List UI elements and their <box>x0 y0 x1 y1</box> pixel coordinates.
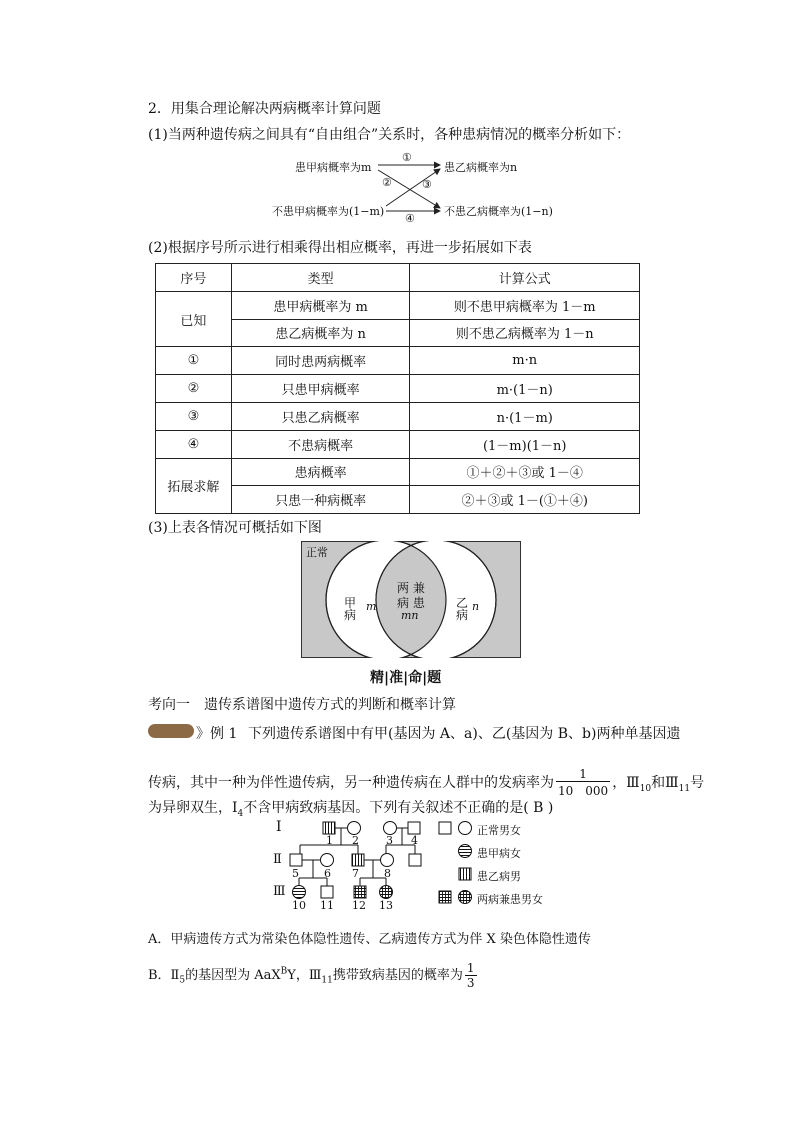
row-formula: ①＋②＋③或 1－④ <box>410 458 640 486</box>
row-no: ② <box>156 375 232 403</box>
generation-I: Ⅰ <box>276 819 282 835</box>
legend-both-male <box>439 891 451 903</box>
table-row <box>156 347 640 375</box>
example-text-3b: 不含甲病致病基因。下列有关叙述不正确的是( B ) <box>243 800 554 816</box>
option-b-post: 携带致病基因的概率为 <box>332 968 463 983</box>
individual-I2 <box>348 822 361 835</box>
diagram-num-4: ④ <box>405 212 415 225</box>
fraction-prevalence <box>556 767 610 799</box>
label-6: 6 <box>324 867 331 880</box>
row-type: 只患乙病概率 <box>231 402 410 430</box>
direction-heading: 考向一 遗传系谱图中遗传方式的判断和概率计算 <box>148 697 456 713</box>
row-formula: 则不患甲病概率为 1－m <box>410 291 640 319</box>
option-b-mid2: Y，Ⅲ <box>287 968 322 983</box>
diagram-top-left: 患甲病概率为m <box>295 161 372 174</box>
table-row <box>156 375 640 403</box>
table-row <box>156 402 640 430</box>
table-header-row <box>156 264 640 292</box>
row-no: ① <box>156 347 232 375</box>
fraction-denominator: 3 <box>466 976 475 990</box>
label-10: 10 <box>292 899 306 912</box>
diagram-top-right: 患乙病概率为n <box>444 161 518 174</box>
label-5: 5 <box>292 867 299 880</box>
diagram-bottom-left: 不患甲病概率为(1−m) <box>272 205 385 218</box>
row-no: ④ <box>156 430 232 458</box>
fraction-one-third <box>465 961 477 990</box>
legend-both-female <box>459 891 472 904</box>
label-2: 2 <box>352 834 359 847</box>
individual-I3 <box>384 822 397 835</box>
venn-mid-mn: mn <box>401 609 419 622</box>
diagram-num-2: ② <box>382 176 392 189</box>
legend-disease-a-female <box>459 845 472 858</box>
diagram-num-1: ① <box>402 151 412 164</box>
legend-label-disease-a: 患甲病女 <box>477 847 521 860</box>
example-badge <box>148 724 194 738</box>
sub-11: 11 <box>678 783 691 794</box>
individual-II6 <box>321 854 334 867</box>
row-label-expand: 拓展求解 <box>156 458 232 514</box>
row-formula: m·n <box>410 347 640 375</box>
legend-label-disease-b: 患乙病男 <box>477 870 521 883</box>
individual-II9 <box>409 854 421 866</box>
venn-right-n: n <box>472 600 480 613</box>
individual-III12 <box>354 886 366 898</box>
venn-mid-b: 病 患 <box>397 596 425 610</box>
example-label: 》例 1 <box>196 726 238 742</box>
table-header: 序号 <box>156 264 232 292</box>
example-text-2 <box>148 767 704 799</box>
row-formula: m·(1－n) <box>410 375 640 403</box>
section-heading: 2．用集合理论解决两病概率计算问题 <box>148 101 381 117</box>
individual-III10 <box>293 886 306 899</box>
label-11: 11 <box>320 899 334 912</box>
individual-III13 <box>380 886 393 899</box>
venn-left-a: 甲 <box>344 596 357 610</box>
row-type: 只患甲病概率 <box>231 375 410 403</box>
individual-I1 <box>323 822 335 834</box>
row-label-known: 已知 <box>156 291 232 347</box>
row-type: 不患病概率 <box>231 430 410 458</box>
example-text-2d: 号 <box>690 775 705 791</box>
row-type: 患乙病概率为 n <box>231 319 410 347</box>
table-row <box>156 458 640 486</box>
row-formula: 则不患乙病概率为 1－n <box>410 319 640 347</box>
option-b-sub: 5 <box>179 975 186 986</box>
probability-table <box>155 263 640 514</box>
row-no: ③ <box>156 402 232 430</box>
row-type: 患病概率 <box>231 458 410 486</box>
label-1: 1 <box>326 834 333 847</box>
row-type: 只患一种病概率 <box>231 486 410 514</box>
fraction-numerator: 1 <box>556 767 610 782</box>
label-12: 12 <box>352 899 366 912</box>
venn-mid-a: 两 兼 <box>397 581 425 595</box>
individual-II5 <box>290 854 302 866</box>
option-b-mid: 的基因型为 AaX <box>185 968 281 983</box>
sub-10: 10 <box>639 783 652 794</box>
label-7: 7 <box>352 867 359 880</box>
legend-normal-female <box>459 822 472 835</box>
item-2-text: (2)根据序号所示进行相乘得出相应概率，再进一步拓展如下表 <box>148 240 532 256</box>
option-b <box>148 961 477 990</box>
example-text-2c: 和Ⅲ <box>651 775 679 791</box>
venn-normal-label: 正常 <box>306 546 328 559</box>
sub-4: 4 <box>237 808 244 819</box>
diagram-num-3: ③ <box>422 178 432 191</box>
venn-left-m: m <box>366 600 377 613</box>
table-header: 计算公式 <box>410 264 640 292</box>
legend-disease-b-male <box>459 868 471 880</box>
item-3-text: (3)上表各情况可概括如下图 <box>148 520 322 536</box>
label-13: 13 <box>379 899 393 912</box>
legend-label-both: 两病兼患男女 <box>477 893 543 906</box>
example-text-3a: 为异卵双生，Ⅰ <box>148 800 238 816</box>
legend-normal-male <box>439 822 451 834</box>
section-banner: 精|准|命|题 <box>370 670 442 686</box>
individual-III11 <box>321 886 333 898</box>
individual-II8 <box>381 854 394 867</box>
label-3: 3 <box>386 834 393 847</box>
venn-left-b: 病 <box>344 608 357 622</box>
table-header: 类型 <box>231 264 410 292</box>
item-1-text: (1)当两种遗传病之间具有“自由组合”关系时，各种患病情况的概率分析如下： <box>148 127 631 143</box>
table-row <box>156 430 640 458</box>
generation-III: Ⅲ <box>273 884 286 899</box>
generation-II: Ⅱ <box>273 852 282 867</box>
option-a: A．甲病遗传方式为常染色体隐性遗传、乙病遗传方式为伴 X 染色体隐性遗传 <box>148 932 591 947</box>
option-b-sub2: 11 <box>321 975 333 986</box>
venn-right-a: 乙 <box>456 596 469 610</box>
row-type: 同时患两病概率 <box>231 347 410 375</box>
individual-II7 <box>352 854 364 866</box>
row-formula: n·(1－m) <box>410 402 640 430</box>
venn-right-b: 病 <box>456 608 469 622</box>
table-row <box>156 291 640 319</box>
fraction-numerator: 1 <box>466 961 475 975</box>
option-b-sup: B <box>280 966 288 977</box>
diagram-bottom-right: 不患乙病概率为(1−n) <box>444 205 553 218</box>
example-text-3 <box>148 797 553 819</box>
row-formula: (1－m)(1－n) <box>410 430 640 458</box>
row-formula: ②＋③或 1－(①＋④) <box>410 486 640 514</box>
example-text-1: 下列遗传系谱图中有甲(基因为 A、a)、乙(基因为 B、b)两种单基因遗 <box>248 726 681 742</box>
label-4: 4 <box>411 834 418 847</box>
label-8: 8 <box>384 867 391 880</box>
row-type: 患甲病概率为 m <box>231 291 410 319</box>
individual-I4 <box>408 822 420 834</box>
example-text-2a: 传病，其中一种为伴性遗传病，另一种遗传病在人群中的发病率为 <box>148 775 554 791</box>
fraction-denominator: 10 000 <box>558 784 609 798</box>
example-text-2b: ，Ⅲ <box>612 775 640 791</box>
option-b-pre: B．Ⅱ <box>148 968 180 983</box>
legend-label-normal: 正常男女 <box>477 824 521 837</box>
